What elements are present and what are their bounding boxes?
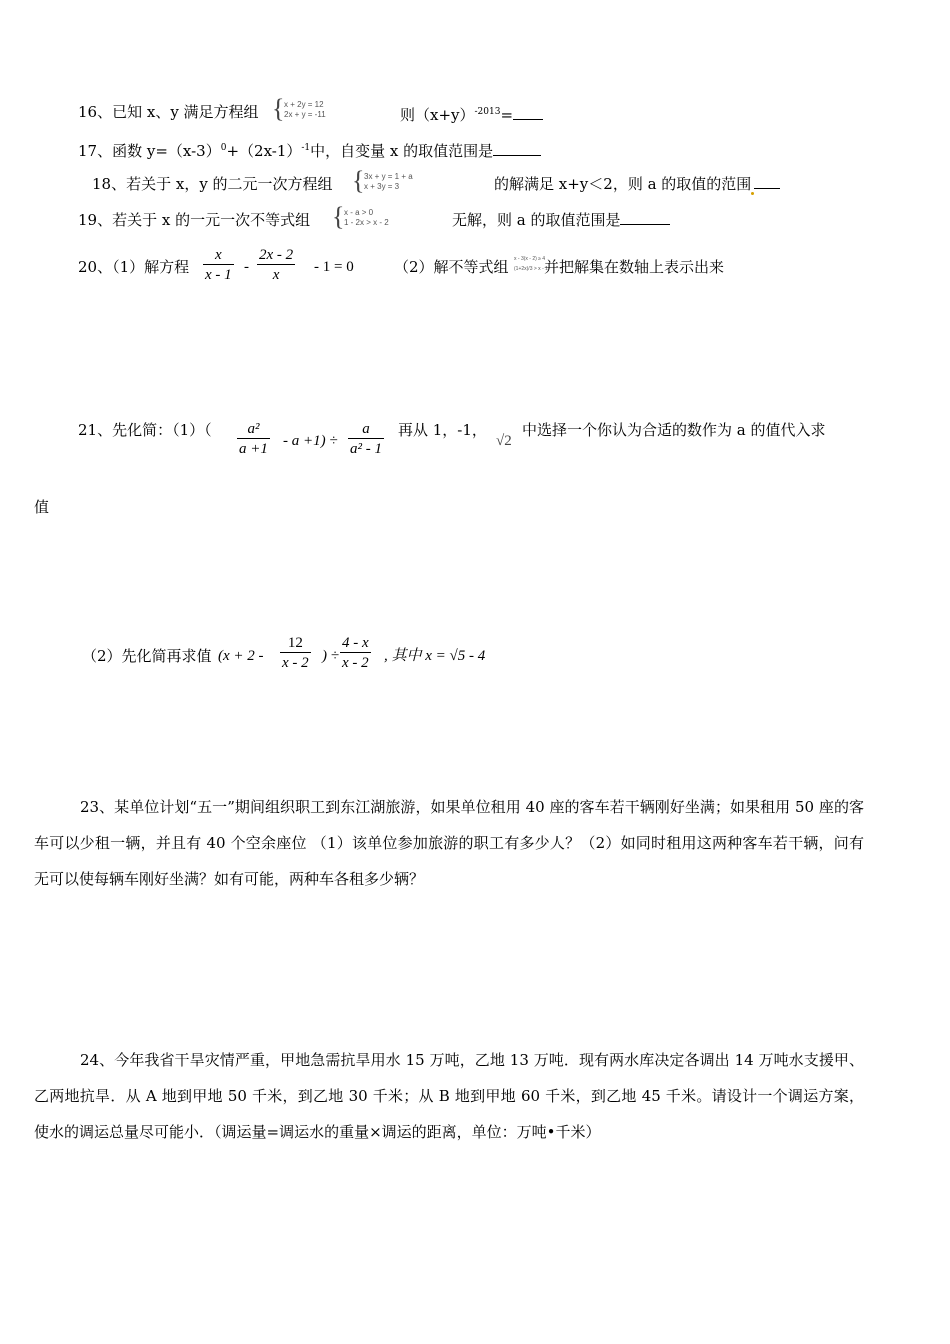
q20-minus: - — [244, 259, 249, 275]
q20-f1-den: x - 1 — [203, 264, 234, 285]
question-23: 23、某单位计划“五一”期间组织职工到东江湖旅游，如果单位租用 40 座的客车若干辆刚好坐满；如果租用 50 座的客车可以少租一辆，并且有 40 个空余座位 （1）该单位参加旅游的职工有多少人？（2）如同时租用这两种客车若干辆，问有无可以使每辆车刚好坐满？如有可能，两种车各租多少辆？ — [34, 798, 864, 888]
q21b-f1-num: 12 — [287, 635, 303, 651]
q17-text3: 中，自变量 x 的取值范围是 — [310, 142, 494, 160]
question-17 — [78, 137, 541, 162]
question-18 — [92, 173, 333, 195]
q21b-f2-den: x - 2 — [340, 652, 371, 673]
q21-fraction-2 — [348, 420, 384, 459]
q19-eq1: x - a > 0 — [344, 208, 374, 217]
q16-exponent: -2013 — [474, 107, 501, 117]
q20-f1-num: x — [214, 247, 222, 263]
question-20 — [78, 256, 189, 278]
q17-exp2: -1 — [301, 143, 311, 153]
q20-fraction-2 — [257, 246, 295, 285]
q21-text2-line — [522, 419, 825, 441]
q21b-f2-num: 4 - x — [342, 635, 369, 651]
q21b-fraction-2 — [340, 634, 371, 673]
q18-answer-blank[interactable] — [754, 174, 780, 189]
q18-suffix-line — [494, 173, 780, 195]
q21-mid: - a +1) ÷ — [283, 433, 338, 449]
q18-prefix: 18、若关于 x，y 的二元一次方程组 — [92, 175, 333, 193]
q18-eq1: 3x + y = 1 + a — [364, 172, 413, 181]
q21b-tail: , 其中 x = √5 - 4 — [384, 648, 486, 664]
q20-ineq1: x - 3(x - 2) ≥ 4 — [514, 256, 546, 262]
q19-answer-blank[interactable] — [620, 210, 670, 225]
q19-suffix-line — [452, 209, 670, 231]
q18-dot — [751, 192, 754, 195]
q21-f2-den: a² - 1 — [348, 438, 384, 459]
q21-text-line — [398, 419, 487, 441]
question-21-part2 — [82, 645, 212, 667]
q19-suffix: 无解，则 a 的取值范围是 — [452, 211, 621, 229]
q19-prefix: 19、若关于 x 的一元一次不等式组 — [78, 211, 311, 229]
q19-eq2: 1 - 2x > x - 2 — [344, 218, 389, 227]
q21-sqrt: √2 — [496, 433, 512, 449]
q18-suffix: 的解满足 x+y＜2，则 a 的取值的范围 — [494, 175, 752, 193]
q20-fraction-1 — [203, 246, 234, 285]
q21b-fraction-1 — [280, 634, 311, 673]
q21-wrap-line — [34, 496, 49, 518]
q21-text: 再从 1，-1， — [398, 421, 487, 439]
question-24: 24、今年我省干旱灾情严重，甲地急需抗旱用水 15 万吨，乙地 13 万吨．现有两水库决定各调出 14 万吨水支援甲、乙两地抗旱．从 A 地到甲地 50 千米，到乙地 30 千米；从 B 地到甲地 60 千米，到乙地 45 千米。请设计一个调运方案，使水的调运总量尽可能小．（调运量=调运水的重量×调运的距离，单位：万吨•千米） — [34, 1051, 864, 1141]
q21-f2-num: a — [362, 421, 370, 437]
q21-text2: 中选择一个你认为合适的数作为 a 的值代入求 — [522, 421, 826, 439]
q17-exp1: 0 — [220, 143, 227, 153]
q20-part2 — [394, 256, 509, 278]
q20-f2-num: 2x - 2 — [259, 247, 294, 263]
q21b-label: （2）先化简再求值 — [82, 647, 212, 665]
q16-prefix: 16、已知 x、y 满足方程组 — [78, 103, 259, 121]
q17-text2: +（2x-1） — [226, 142, 302, 160]
q20-f2-den: x — [257, 264, 295, 285]
q16-eq2: 2x + y = -11 — [284, 110, 326, 119]
question-19 — [78, 209, 310, 231]
q20-part2-label: （2）解不等式组 — [394, 258, 509, 276]
q17-text1: 17、函数 y=（x-3） — [78, 142, 221, 160]
q20-tail: - 1 = 0 — [314, 259, 354, 275]
q20-part2-suffix-line — [544, 256, 724, 278]
q18-brace: { — [352, 166, 365, 195]
q16-brace: { — [272, 94, 285, 123]
q21-label: 21、先化简：（1）（ — [78, 421, 212, 439]
q21-f1-num: a² — [247, 421, 260, 437]
q16-tail: = — [500, 106, 514, 124]
q20-part2-suffix: 并把解集在数轴上表示出来 — [544, 258, 725, 276]
q16-eq1: x + 2y = 12 — [284, 100, 324, 109]
q20-part1-label: 20、（1）解方程 — [78, 258, 190, 276]
q16-suffix-line — [400, 101, 543, 126]
q16-answer-blank[interactable] — [513, 105, 543, 120]
q21b-close: ) ÷ — [322, 648, 339, 664]
q21b-f1-den: x - 2 — [280, 652, 311, 673]
q21b-open: (x + 2 - — [218, 648, 264, 664]
question-21 — [78, 419, 212, 441]
q21-fraction-1 — [237, 420, 270, 459]
q16-suffix: 则（x+y） — [400, 106, 475, 124]
question-16 — [78, 101, 259, 123]
q19-brace: { — [332, 202, 345, 231]
q20-ineq2: (1+2x)/3 > x - 1 — [514, 266, 548, 272]
q21-wrap: 值 — [34, 498, 50, 516]
q21-f1-den: a +1 — [237, 438, 270, 459]
q18-eq2: x + 3y = 3 — [364, 182, 400, 191]
q17-answer-blank[interactable] — [493, 141, 541, 156]
